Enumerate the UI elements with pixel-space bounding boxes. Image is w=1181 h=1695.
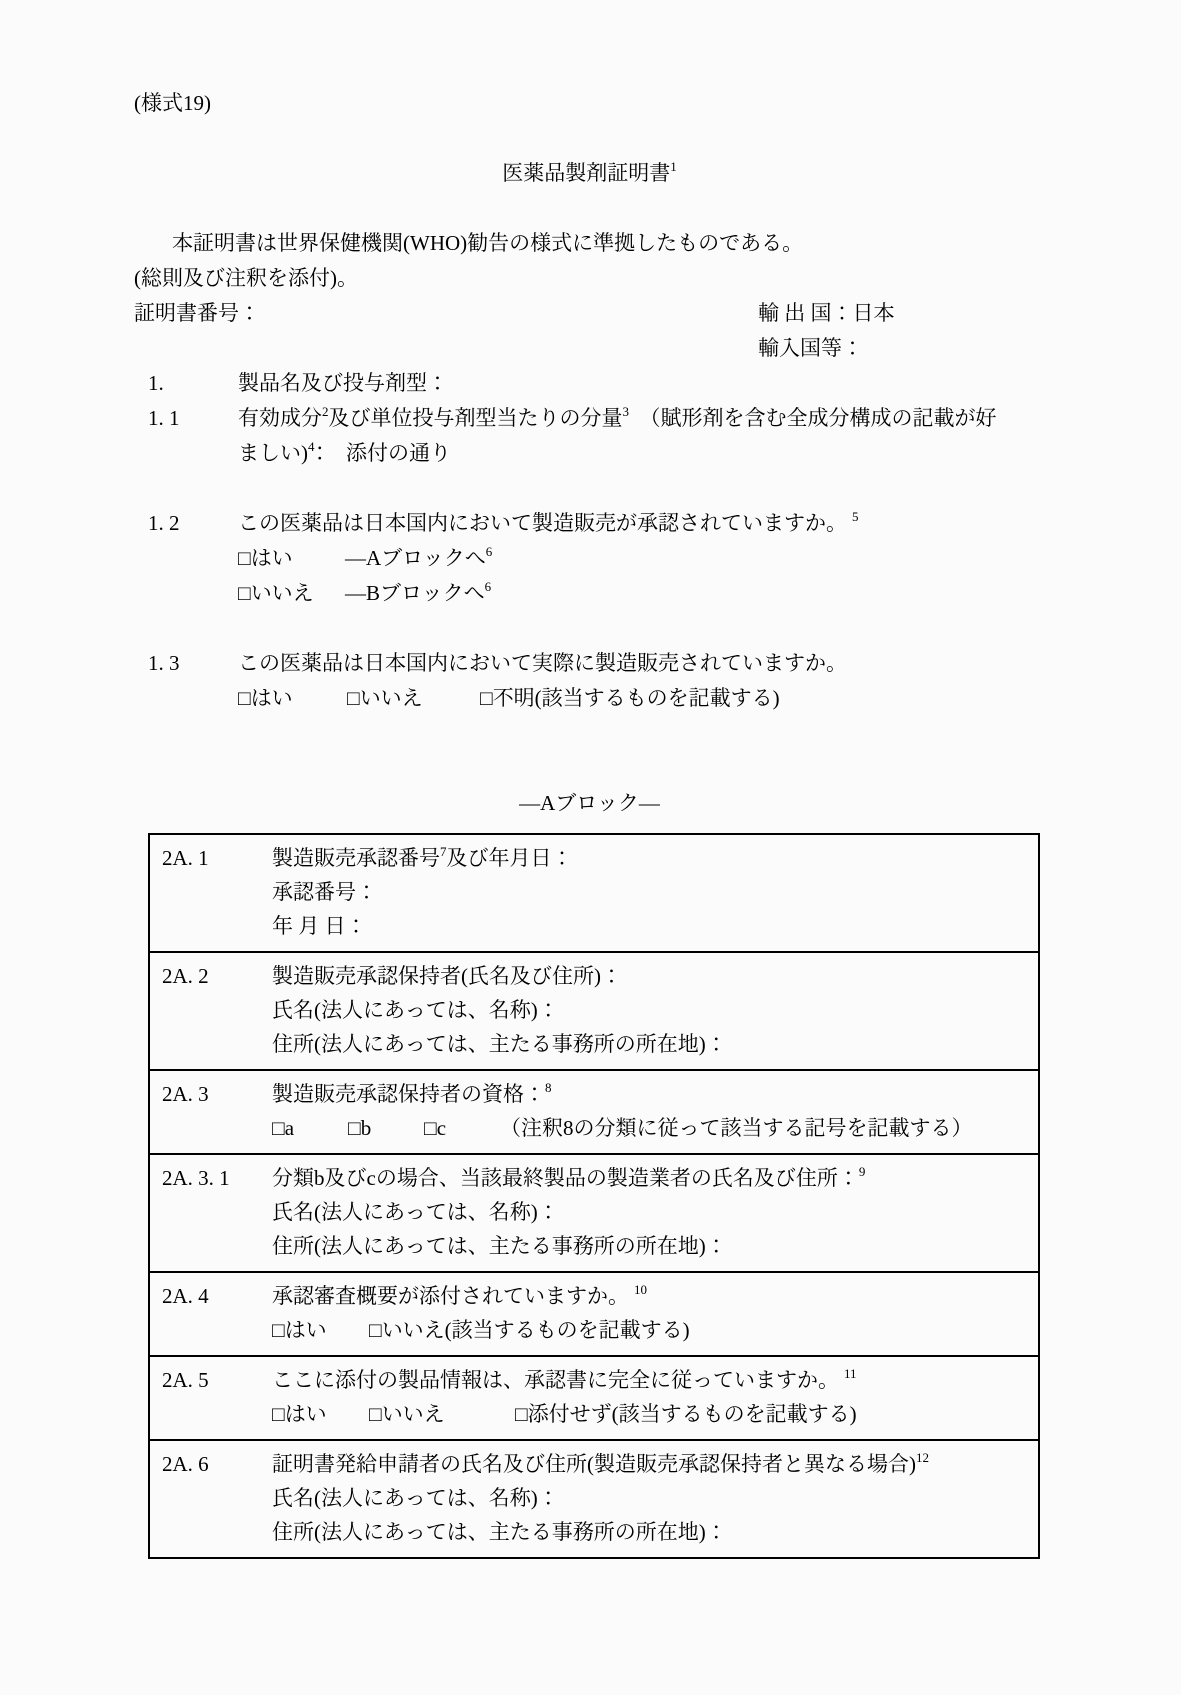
section-1-1-text: ： 添付の通り	[314, 441, 451, 465]
a-block-heading: ―Aブロック―	[519, 791, 660, 815]
name-field-label: 氏名(法人にあっては、名称)：	[272, 998, 559, 1022]
checkbox-option-b[interactable]	[348, 1111, 424, 1145]
checkbox-icon: □	[272, 1116, 285, 1140]
footnote-ref-4: 4	[308, 439, 315, 454]
row-title: 製造販売承認保持者(氏名及び住所)：	[272, 964, 622, 988]
checkbox-icon: □	[369, 1402, 382, 1426]
checkbox-icon: □	[272, 1402, 285, 1426]
address-field-label: 住所(法人にあっては、主たる事務所の所在地)：	[272, 1234, 727, 1258]
table-row-2a3-1	[150, 1153, 1038, 1271]
name-field-label: 氏名(法人にあっては、名称)：	[272, 1486, 559, 1510]
checkbox-icon: □	[348, 1116, 361, 1140]
import-country-label: 輸入国等：	[758, 336, 863, 360]
goto-a-block-text: ―Aブロックへ	[345, 546, 486, 570]
section-1-2-number: 1. 2	[148, 511, 180, 535]
question-text: この医薬品は日本国内において製造販売が承認されていますか。	[238, 511, 847, 535]
row-number: 2A. 1	[162, 846, 209, 870]
goto-b-block-text: ―Bブロックへ	[345, 581, 485, 605]
section-1-1-text: 及び単位投与剤型当たりの分量	[328, 406, 623, 430]
table-row-2a2	[150, 951, 1038, 1069]
checkbox-option-no[interactable]	[347, 681, 480, 716]
row-options	[272, 1397, 1038, 1431]
option-label: いいえ	[359, 686, 423, 710]
table-row-2a1	[150, 835, 1038, 951]
checkbox-icon: □	[238, 581, 251, 605]
section-1-3	[148, 646, 1045, 716]
footnote-ref-5: 5	[852, 509, 859, 524]
option-label: 添付せず(該当するものを記載する)	[527, 1402, 857, 1426]
name-field-label: 氏名(法人にあっては、名称)：	[272, 1200, 559, 1224]
approval-number-field-label: 承認番号：	[272, 880, 377, 904]
section-1-1	[148, 401, 1045, 471]
footnote-ref-9: 9	[858, 1164, 866, 1179]
option-label: いいえ	[250, 581, 314, 605]
option-label: はい	[284, 1402, 327, 1426]
section-1-1-number: 1. 1	[148, 406, 180, 430]
row-title-text: 及び年月日：	[446, 846, 573, 870]
checkbox-icon: □	[424, 1116, 437, 1140]
row-title-text: ここに添付の製品情報は、承認書に完全に従っていますか。	[272, 1368, 839, 1392]
footnote-ref-3: 3	[622, 404, 629, 419]
checkbox-option-no[interactable]	[369, 1397, 515, 1431]
row-number: 2A. 2	[162, 964, 209, 988]
checkbox-icon: □	[369, 1318, 382, 1342]
checkbox-icon: □	[347, 686, 360, 710]
spacer	[134, 471, 1045, 506]
address-field-label: 住所(法人にあっては、主たる事務所の所在地)：	[272, 1032, 727, 1056]
section-1-2-question	[238, 506, 1045, 541]
intro-line-1: 本証明書は世界保健機関(WHO)勧告の様式に準拠したものである。	[172, 231, 804, 255]
table-row-2a3	[150, 1069, 1038, 1153]
section-1-1-text: 有効成分	[238, 406, 322, 430]
checkbox-option-not-attached[interactable]	[515, 1402, 857, 1426]
footnote-ref-12: 12	[915, 1450, 929, 1465]
section-1	[148, 366, 1045, 401]
checkbox-option-no[interactable]	[369, 1318, 690, 1342]
option-line-yes	[238, 541, 1045, 576]
certificate-number-label: 証明書番号：	[134, 301, 260, 325]
checkbox-option-no[interactable]	[238, 576, 345, 611]
row-title-text: 承認審査概要が添付されていますか。	[272, 1284, 629, 1308]
row-title	[272, 1161, 1038, 1195]
section-1-3-question: この医薬品は日本国内において実際に製造販売されていますか。	[238, 651, 847, 675]
footnote-ref-10: 10	[634, 1282, 647, 1297]
option-label: b	[360, 1116, 372, 1140]
section-1-1-line-1	[238, 401, 1045, 436]
checkbox-option-yes[interactable]	[238, 541, 345, 576]
row-options	[272, 1111, 1038, 1145]
form-number: (様式19)	[134, 91, 211, 115]
checkbox-option-yes[interactable]	[272, 1313, 369, 1347]
row-title-text: 分類b及びcの場合、当該最終製品の製造業者の氏名及び住所：	[272, 1166, 859, 1190]
option-label: いいえ	[381, 1402, 445, 1426]
row-number: 2A. 5	[162, 1368, 209, 1392]
row-title	[272, 1279, 1038, 1313]
footnote-ref-8: 8	[545, 1080, 552, 1095]
option-label: c	[436, 1116, 447, 1140]
address-field-label: 住所(法人にあっては、主たる事務所の所在地)：	[272, 1520, 727, 1544]
row-title-text: 製造販売承認番号	[272, 846, 440, 870]
row-title	[272, 1077, 1038, 1111]
intro-line-2: (総則及び注釈を添付)。	[134, 266, 358, 290]
checkbox-icon: □	[272, 1318, 285, 1342]
section-1-3-options	[238, 681, 1045, 716]
page-title-line	[134, 156, 1045, 191]
export-country-label: 輸 出 国：日本	[758, 301, 895, 325]
row-title	[272, 1363, 1038, 1397]
footnote-ref-2: 2	[322, 404, 329, 419]
section-1-2	[148, 506, 1045, 611]
checkbox-option-c[interactable]	[424, 1111, 500, 1145]
section-1-1-text: ましい)	[238, 441, 308, 465]
table-row-2a4	[150, 1271, 1038, 1355]
checkbox-icon: □	[238, 546, 251, 570]
certificate-number-line	[134, 296, 1045, 331]
checkbox-option-unknown[interactable]	[480, 686, 780, 710]
checkbox-option-yes[interactable]	[238, 681, 347, 716]
section-1-text: 製品名及び投与剤型：	[238, 371, 448, 395]
checkbox-option-yes[interactable]	[272, 1397, 369, 1431]
row-options	[272, 1313, 1038, 1347]
section-1-3-number: 1. 3	[148, 651, 180, 675]
option-label: はい	[284, 1318, 327, 1342]
row-number: 2A. 3. 1	[162, 1166, 230, 1190]
option-label: a	[284, 1116, 295, 1140]
row-title	[272, 841, 1038, 875]
section-1-1-text: （賦形剤を含む全成分構成の記載が好	[629, 406, 997, 430]
section-1-number: 1.	[148, 371, 164, 395]
approval-date-field-label: 年 月 日：	[272, 914, 367, 938]
option-label: はい	[250, 686, 293, 710]
option-line-no	[238, 576, 1045, 611]
section-1-1-line-2	[238, 436, 1045, 471]
spacer	[134, 716, 1045, 751]
option-label: 不明(該当するものを記載する)	[492, 686, 780, 710]
page-title: 医薬品製剤証明書	[502, 161, 671, 185]
checkbox-option-a[interactable]	[272, 1111, 348, 1145]
footnote-ref-7: 7	[440, 844, 447, 859]
row-title-text: 証明書発給申請者の氏名及び住所(製造販売承認保持者と異なる場合)	[272, 1452, 916, 1476]
footnote-ref-6: 6	[484, 579, 492, 594]
a-block-table	[148, 833, 1040, 1559]
checkbox-icon: □	[515, 1402, 528, 1426]
table-row-2a5	[150, 1355, 1038, 1439]
row-title	[272, 1447, 1038, 1481]
footnote-ref-11: 11	[844, 1366, 857, 1381]
options-note: （注釈8の分類に従って該当する記号を記載する）	[500, 1116, 973, 1140]
checkbox-icon: □	[238, 686, 251, 710]
footnote-ref-6: 6	[485, 544, 493, 559]
option-label: はい	[250, 546, 293, 570]
spacer	[134, 611, 1045, 646]
option-label: いいえ(該当するものを記載する)	[381, 1318, 690, 1342]
checkbox-icon: □	[480, 686, 493, 710]
row-number: 2A. 4	[162, 1284, 209, 1308]
row-title-text: 製造販売承認保持者の資格：	[272, 1082, 545, 1106]
table-row-2a6	[150, 1439, 1038, 1557]
row-number: 2A. 6	[162, 1452, 209, 1476]
row-number: 2A. 3	[162, 1082, 209, 1106]
footnote-ref-1: 1	[670, 159, 677, 174]
